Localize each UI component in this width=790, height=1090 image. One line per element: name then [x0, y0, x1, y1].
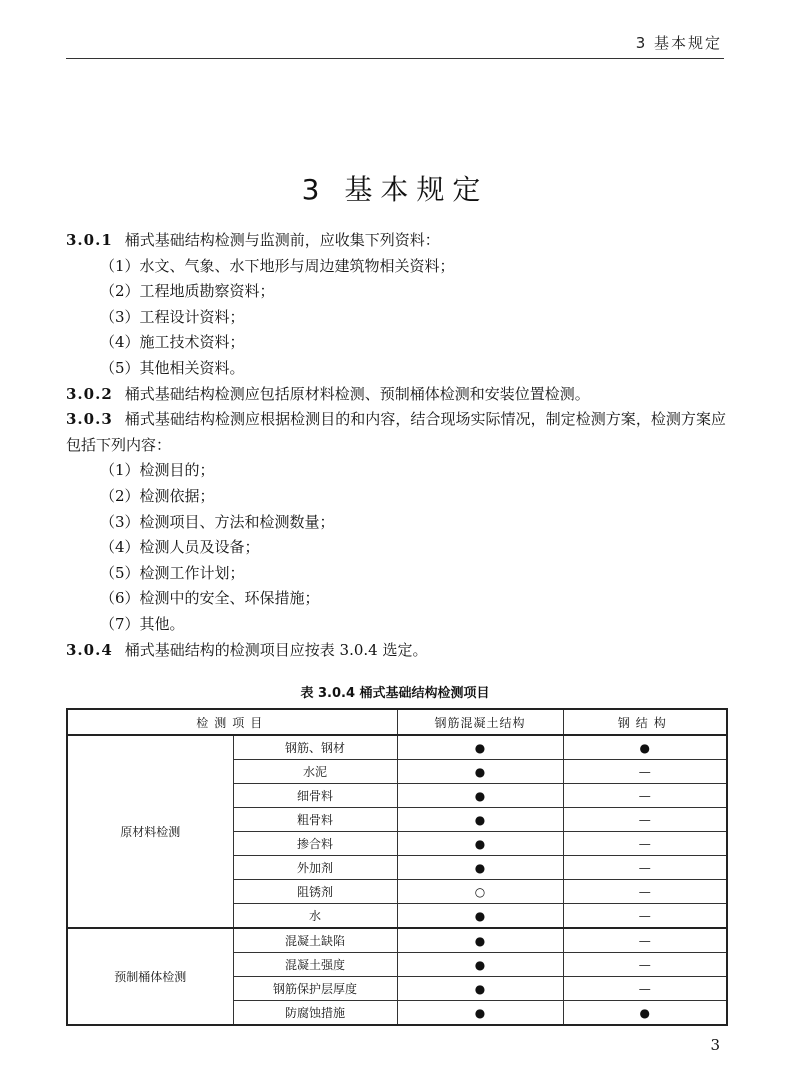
item-cell: 水	[233, 904, 397, 929]
item-cell: 钢筋保护层厚度	[233, 977, 397, 1001]
rc-mark: ●	[397, 953, 563, 977]
rc-mark: ●	[397, 977, 563, 1001]
rc-mark: ●	[397, 904, 563, 929]
steel-mark: ●	[563, 1001, 727, 1026]
clause-text: 桶式基础结构检测应包括原材料检测、预制桶体检测和安装位置检测。	[124, 384, 590, 403]
clause-text: 桶式基础结构检测与监测前，应收集下列资料：	[124, 231, 440, 249]
rc-mark: ●	[397, 832, 563, 856]
steel-mark: —	[563, 760, 727, 784]
steel-mark: —	[563, 953, 727, 977]
list-item: （3）检测项目、方法和检测数量；	[100, 512, 335, 531]
running-head: 3 基本规定	[635, 34, 722, 52]
body-text	[66, 228, 726, 663]
clause-3-0-3	[66, 407, 726, 458]
rc-mark: ●	[397, 760, 563, 784]
rc-mark: ●	[397, 856, 563, 880]
steel-mark: —	[563, 856, 727, 880]
rc-mark: ●	[397, 735, 563, 760]
steel-mark: ●	[563, 735, 727, 760]
group-raw-materials: 原材料检测	[67, 735, 233, 928]
clause-number: 3.0.2	[66, 384, 113, 403]
steel-mark: —	[563, 808, 727, 832]
header-rc-structure: 钢筋混凝土结构	[397, 709, 563, 735]
item-cell: 钢筋、钢材	[233, 735, 397, 760]
inspection-items-table	[66, 708, 728, 1026]
list-item: （7）其他。	[100, 614, 185, 633]
list-item: （5）其他相关资料。	[100, 358, 245, 377]
steel-mark: —	[563, 832, 727, 856]
list-item: （2）检测依据；	[100, 486, 215, 505]
item-cell: 细骨料	[233, 784, 397, 808]
item-cell: 水泥	[233, 760, 397, 784]
clause-3-0-2	[66, 382, 726, 408]
chapter-title: 3 基本规定	[301, 173, 489, 206]
steel-mark: —	[563, 784, 727, 808]
clause-3-0-4	[66, 638, 726, 664]
clause-number: 3.0.4	[66, 640, 113, 659]
table-header-row	[67, 709, 727, 735]
header-item: 检测项目	[67, 709, 397, 735]
list-item: （5）检测工作计划；	[100, 563, 245, 582]
rc-mark: ○	[397, 880, 563, 904]
item-cell: 阻锈剂	[233, 880, 397, 904]
clause-3-0-1	[66, 228, 726, 254]
list-item: （1）检测目的；	[100, 461, 215, 480]
steel-mark: —	[563, 904, 727, 929]
page-number: 3	[710, 1036, 720, 1054]
list-item: （4）检测人员及设备；	[100, 538, 260, 557]
item-cell: 掺合料	[233, 832, 397, 856]
steel-mark: —	[563, 880, 727, 904]
item-cell: 混凝土强度	[233, 953, 397, 977]
clause-text: 桶式基础结构检测应根据检测目的和内容，结合现场实际情况，制定检测方案，检测方案应包括下列内容：	[66, 410, 726, 454]
rc-mark: ●	[397, 1001, 563, 1026]
rc-mark: ●	[397, 808, 563, 832]
clause-number: 3.0.1	[66, 231, 113, 249]
header-steel-structure: 钢结构	[563, 709, 727, 735]
item-cell: 混凝土缺陷	[233, 928, 397, 953]
rc-mark: ●	[397, 784, 563, 808]
item-cell: 外加剂	[233, 856, 397, 880]
list-item: （6）检测中的安全、环保措施；	[100, 589, 320, 608]
rc-mark: ●	[397, 928, 563, 953]
group-precast-bucket: 预制桶体检测	[67, 928, 233, 1025]
table-row	[67, 735, 727, 760]
item-cell: 粗骨料	[233, 808, 397, 832]
clause-text: 桶式基础结构的检测项目应按表 3.0.4 选定。	[124, 640, 428, 659]
list-item: （3）工程设计资料；	[100, 307, 245, 326]
list-item: （4）施工技术资料；	[100, 333, 245, 352]
table-caption: 表 3.0.4 桶式基础结构检测项目	[300, 686, 490, 701]
steel-mark: —	[563, 928, 727, 953]
steel-mark: —	[563, 977, 727, 1001]
table-row	[67, 928, 727, 953]
list-item: （1）水文、气象、水下地形与周边建筑物相关资料；	[100, 256, 455, 275]
header-rule	[66, 58, 724, 59]
item-cell: 防腐蚀措施	[233, 1001, 397, 1026]
clause-number: 3.0.3	[66, 410, 113, 429]
list-item: （2）工程地质勘察资料；	[100, 282, 275, 301]
